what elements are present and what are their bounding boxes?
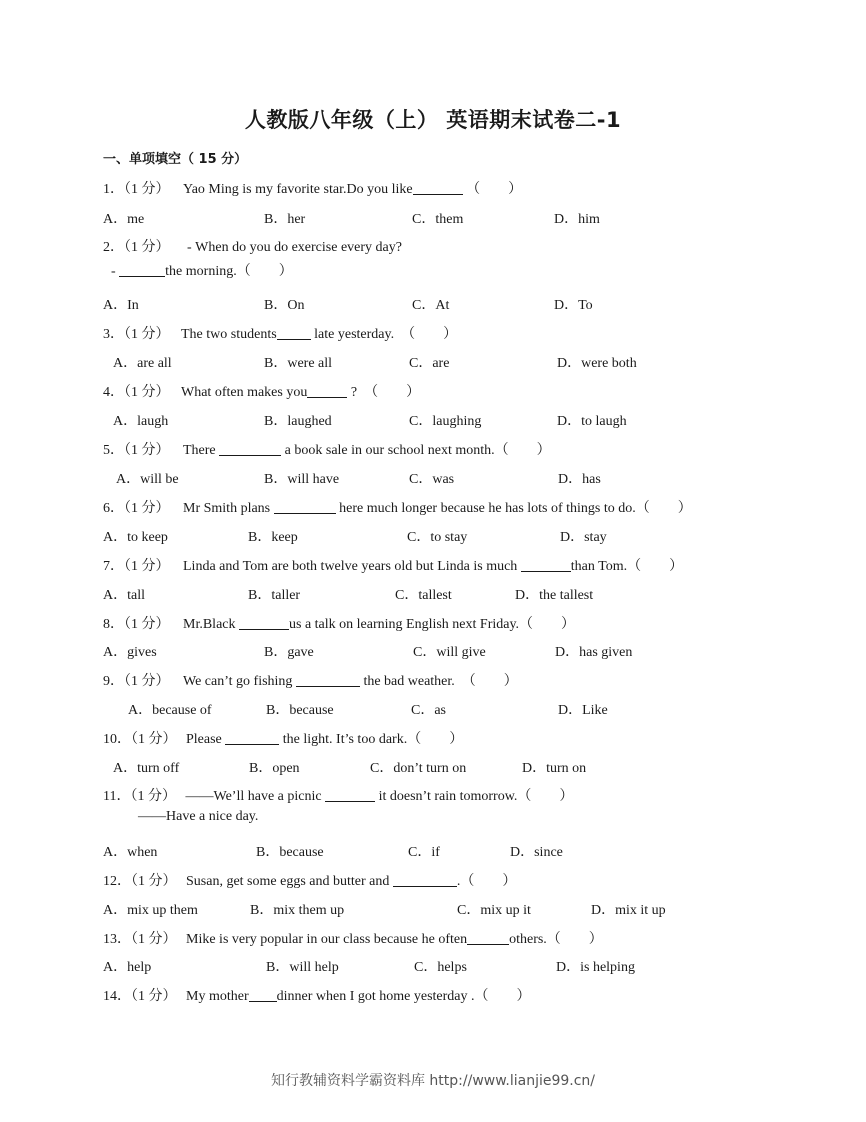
option-a: A．are all xyxy=(113,356,172,371)
option-b: B．laughed xyxy=(264,414,332,429)
option-d: D．the tallest xyxy=(515,588,594,603)
question-8 xyxy=(103,613,575,633)
option-d: D．turn on xyxy=(522,761,587,776)
section-heading: 一、单项填空（ 15 分） xyxy=(103,152,248,167)
answer-blank xyxy=(325,787,375,802)
question-number: 2．（1 分） xyxy=(103,240,170,255)
question-number: 11．（1 分） xyxy=(103,789,176,804)
question-10 xyxy=(103,728,463,748)
question-text-after: the morning.（ ） xyxy=(165,264,293,279)
option-a: A．when xyxy=(103,845,158,860)
question-12 xyxy=(103,870,516,890)
option-b: B．her xyxy=(264,212,306,227)
option-a: A．help xyxy=(103,960,152,975)
question-text-after: a book sale in our school next month.（ ） xyxy=(284,443,551,458)
question-2-line-2 xyxy=(111,260,293,280)
question-number: 6．（1 分） xyxy=(103,501,170,516)
question-text-after: ? （ ） xyxy=(350,385,421,400)
question-text-after: the bad weather. （ ） xyxy=(363,674,518,689)
option-d: D．To xyxy=(554,298,593,313)
question-text-after: （ ） xyxy=(466,182,523,197)
question-text-after: .（ ） xyxy=(456,874,517,889)
question-text: Linda and Tom are both twelve years old but Linda is much xyxy=(183,559,518,574)
option-d: D．is helping xyxy=(556,960,635,975)
question-text: - When do you do exercise every day? xyxy=(187,240,402,255)
question-number: 7．（1 分） xyxy=(103,559,170,574)
option-c: C．will give xyxy=(413,645,486,660)
question-text: Mr.Black xyxy=(183,617,236,632)
answer-blank xyxy=(307,383,347,398)
question-number: 8．（1 分） xyxy=(103,617,170,632)
answer-blank xyxy=(219,441,281,456)
option-b: B．will have xyxy=(264,472,340,487)
answer-blank xyxy=(249,987,277,1002)
question-text: My mother xyxy=(186,989,249,1004)
question-1 xyxy=(103,178,522,198)
option-d: D．Like xyxy=(558,703,608,718)
question-number: 13．（1 分） xyxy=(103,932,177,947)
option-c: C．don’t turn on xyxy=(370,761,467,776)
question-11-reply: ——Have a nice day. xyxy=(138,809,259,824)
option-a: A．laugh xyxy=(113,414,169,429)
question-3 xyxy=(103,323,457,343)
answer-blank xyxy=(225,730,279,745)
question-number: 10．（1 分） xyxy=(103,732,177,747)
answer-blank xyxy=(119,262,165,277)
option-b: B．taller xyxy=(248,588,301,603)
question-text: Yao Ming is my favorite star.Do you like xyxy=(183,182,413,197)
question-number: 12．（1 分） xyxy=(103,874,177,889)
option-a: A．tall xyxy=(103,588,145,603)
question-number: 14．（1 分） xyxy=(103,989,177,1004)
option-b: B．because xyxy=(256,845,324,860)
option-d: D．were both xyxy=(557,356,637,371)
option-d: D．stay xyxy=(560,530,607,545)
answer-blank xyxy=(467,930,509,945)
question-text: The two students xyxy=(181,327,277,342)
footer-watermark: 知行教辅资料学霸资料库 http://www.lianjie99.cn/ xyxy=(270,1073,596,1089)
question-5 xyxy=(103,439,551,459)
option-a: A．to keep xyxy=(103,530,168,545)
question-7 xyxy=(103,555,683,575)
option-b: B．because xyxy=(266,703,334,718)
option-b: B．were all xyxy=(264,356,333,371)
option-a: A．gives xyxy=(103,645,157,660)
question-text: We can’t go fishing xyxy=(183,674,293,689)
answer-blank xyxy=(277,325,311,340)
question-text: ——We’ll have a picnic xyxy=(185,789,322,804)
option-b: B．On xyxy=(264,298,305,313)
answer-blank xyxy=(274,499,336,514)
option-b: B．mix them up xyxy=(250,903,345,918)
answer-blank xyxy=(413,180,463,195)
option-c: C．At xyxy=(412,298,450,313)
question-text: There xyxy=(183,443,216,458)
question-number: 9．（1 分） xyxy=(103,674,170,689)
question-9 xyxy=(103,670,518,690)
question-text: Mr Smith plans xyxy=(183,501,271,516)
question-text-after: the light. It’s too dark.（ ） xyxy=(282,732,464,747)
option-d: D．has xyxy=(558,472,601,487)
option-c: C．was xyxy=(409,472,455,487)
question-text: Please xyxy=(186,732,222,747)
option-d: D．him xyxy=(554,212,600,227)
question-text: Mike is very popular in our class because he often xyxy=(186,932,468,947)
option-d: D．since xyxy=(510,845,563,860)
option-a: A．In xyxy=(103,298,139,313)
question-text-after: than Tom.（ ） xyxy=(570,559,684,574)
question-text-after: others.（ ） xyxy=(509,932,603,947)
page-title: 人教版八年级（上） 英语期末试卷二-1 xyxy=(244,108,622,132)
option-a: A．turn off xyxy=(113,761,180,776)
option-c: C．to stay xyxy=(407,530,468,545)
option-c: C．laughing xyxy=(409,414,482,429)
question-number: 4．（1 分） xyxy=(103,385,170,400)
option-b: B．keep xyxy=(248,530,298,545)
option-d: D．has given xyxy=(555,645,633,660)
option-b: B．open xyxy=(249,761,300,776)
question-2 xyxy=(103,236,402,256)
question-4 xyxy=(103,381,420,401)
option-a: A．will be xyxy=(116,472,179,487)
question-11 xyxy=(103,785,573,805)
option-c: C．are xyxy=(409,356,450,371)
question-text-after: late yesterday. （ ） xyxy=(314,327,458,342)
answer-blank xyxy=(521,557,571,572)
dialogue-dash: - xyxy=(111,264,116,279)
question-text: What often makes you xyxy=(181,385,308,400)
question-13 xyxy=(103,928,603,948)
question-14 xyxy=(103,985,531,1005)
question-6 xyxy=(103,497,692,517)
answer-blank xyxy=(239,615,289,630)
option-a: A．mix up them xyxy=(103,903,198,918)
option-b: B．will help xyxy=(266,960,339,975)
answer-blank xyxy=(393,872,457,887)
question-number: 3．（1 分） xyxy=(103,327,170,342)
option-a: A．me xyxy=(103,212,145,227)
answer-blank xyxy=(296,672,360,687)
question-text-after: dinner when I got home yesterday .（ ） xyxy=(276,989,531,1004)
question-text-after: it doesn’t rain tomorrow.（ ） xyxy=(378,789,574,804)
option-b: B．gave xyxy=(264,645,314,660)
option-d: D．mix it up xyxy=(591,903,666,918)
option-c: C．helps xyxy=(414,960,467,975)
option-c: C．them xyxy=(412,212,464,227)
option-c: C．if xyxy=(408,845,440,860)
question-number: 1．（1 分） xyxy=(103,182,170,197)
option-d: D．to laugh xyxy=(557,414,627,429)
question-text-after: us a talk on learning English next Friday.（ ） xyxy=(289,617,576,632)
question-text-after: here much longer because he has lots of things to do.（ ） xyxy=(339,501,692,516)
option-a: A．because of xyxy=(128,703,212,718)
question-text: Susan, get some eggs and butter and xyxy=(186,874,390,889)
question-number: 5．（1 分） xyxy=(103,443,170,458)
option-c: C．as xyxy=(411,703,446,718)
option-c: C．mix up it xyxy=(457,903,531,918)
option-c: C．tallest xyxy=(395,588,452,603)
